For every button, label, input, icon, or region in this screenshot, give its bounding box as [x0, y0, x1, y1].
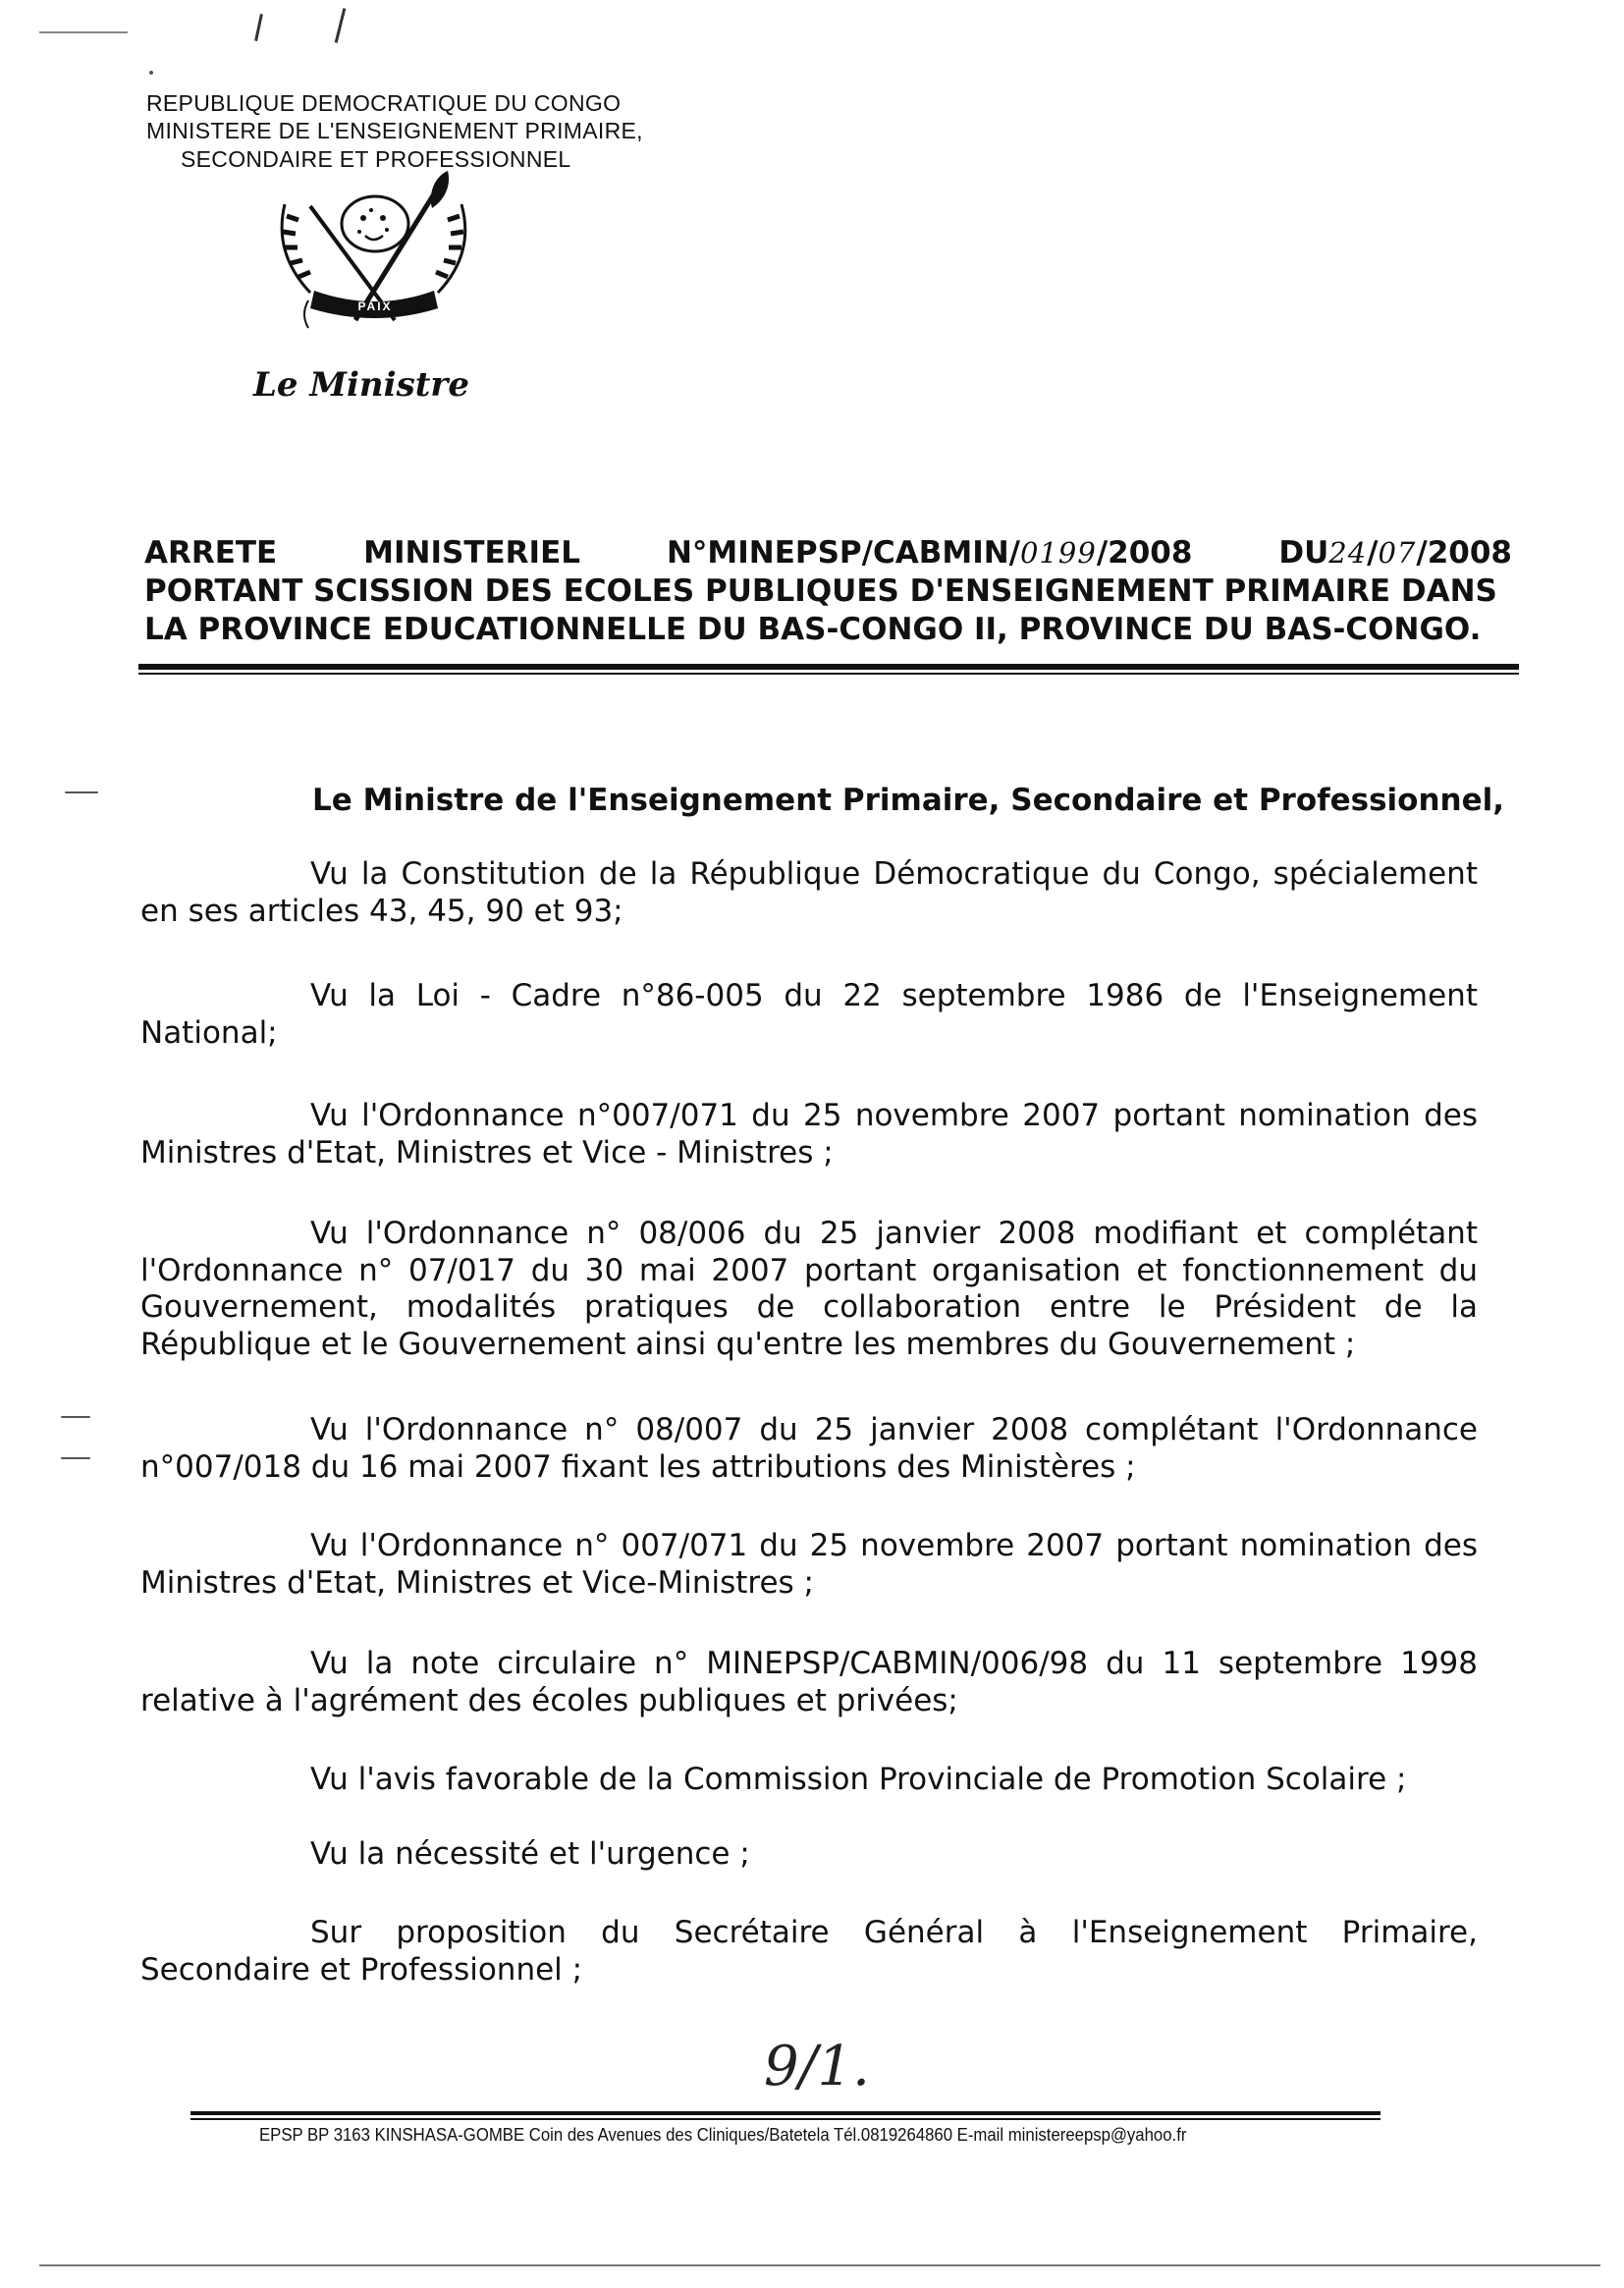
considerant-constitution: Vu la Constitution de la République Démocratique du Congo, spécialement en ses articles 43, 45, 90 et 93; [140, 856, 1478, 929]
considerant-avis-favorable: Vu l'avis favorable de la Commission Provinciale de Promotion Scolaire ; [310, 1762, 1407, 1797]
decree-reference: N°MINEPSP/CABMIN/0199/2008 [666, 535, 1193, 571]
scan-speck [61, 1416, 90, 1418]
scan-speck [65, 791, 98, 793]
title-underline-thin [138, 673, 1519, 675]
decree-month-handwritten: 07 [1378, 536, 1417, 570]
decree-day-handwritten: 24 [1328, 536, 1368, 570]
decree-date: DU24/07/2008 [1278, 535, 1512, 571]
addressee-heading: Le Ministre de l'Enseignement Primaire, Secondaire et Professionnel, [312, 783, 1505, 818]
considerant-ordonnance-attributions: Vu l'Ordonnance n° 08/007 du 25 janvier 2008 complétant l'Ordonnance n°007/018 du 16 mai 2007 fixant les attributions des Ministères ; [140, 1412, 1478, 1485]
minister-label: Le Ministre [253, 365, 469, 405]
considerant-ordonnance-organisation: Vu l'Ordonnance n° 08/006 du 25 janvier 2008 modifiant et complétant l'Ordonnance n° 07/017 du 30 mai 2007 portant organisation et fonctionnement du Gouvernement, modalités pratiques de collaboration entre le Président de la République et le Gouvernement ainsi qu'entre les membres du Gouvernement ; [140, 1216, 1478, 1362]
considerant-proposition: Sur proposition du Secrétaire Général à l'Enseignement Primaire, Secondaire et Professionnel ; [140, 1915, 1478, 1988]
title-underline [138, 664, 1519, 670]
scan-bottom-edge [39, 2264, 1600, 2266]
header-ministry-cont: SECONDAIRE ET PROFESSIONNEL [181, 146, 571, 172]
decree-number-handwritten: 0199 [1020, 536, 1097, 570]
header-country: REPUBLIQUE DEMOCRATIQUE DU CONGO [146, 90, 622, 116]
decree-title-line1 [144, 535, 1512, 571]
scan-mark-tick [254, 14, 263, 41]
considerant-urgence: Vu la nécessité et l'urgence ; [310, 1836, 750, 1872]
footer-contact: EPSP BP 3163 KINSHASA-GOMBE Coin des Avenues des Cliniques/Batetela Tél.0819264860 E-mail ministereepsp@yahoo.fr [259, 2125, 1187, 2145]
header-ministry: MINISTERE DE L'ENSEIGNEMENT PRIMAIRE, [146, 118, 643, 143]
considerant-note-circulaire: Vu la note circulaire n° MINEPSP/CABMIN/006/98 du 11 septembre 1998 relative à l'agrément des écoles publiques et privées; [140, 1646, 1478, 1718]
considerant-ordonnance-nomination: Vu l'Ordonnance n°007/071 du 25 novembre 2007 portant nomination des Ministres d'Etat, Ministres et Vice - Ministres ; [140, 1098, 1478, 1171]
decree-title-line2: PORTANT SCISSION DES ECOLES PUBLIQUES D'ENSEIGNEMENT PRIMAIRE DANS [144, 573, 1497, 609]
handwritten-initials: 9/1. [764, 2035, 870, 2098]
scan-mark-tick [335, 8, 347, 43]
scan-speck [149, 71, 153, 75]
decree-title-line3: LA PROVINCE EDUCATIONNELLE DU BAS-CONGO II, PROVINCE DU BAS-CONGO. [144, 612, 1482, 647]
emblem-motto: PAIX [357, 300, 393, 313]
considerant-loi-cadre: Vu la Loi - Cadre n°86-005 du 22 septembre 1986 de l'Enseignement National; [140, 978, 1478, 1051]
decree-word-arrete: ARRETE [144, 535, 278, 571]
scan-mark-top [39, 31, 128, 33]
footer-rule-thick [190, 2111, 1380, 2115]
footer-rule-thin [190, 2118, 1380, 2120]
considerant-ordonnance-nomination-2: Vu l'Ordonnance n° 007/071 du 25 novembre 2007 portant nomination des Ministres d'Etat, Ministres et Vice-Ministres ; [140, 1528, 1478, 1601]
decree-word-ministeriel: MINISTERIEL [363, 535, 581, 571]
scan-speck [61, 1457, 90, 1459]
coat-of-arms-icon [265, 165, 491, 332]
